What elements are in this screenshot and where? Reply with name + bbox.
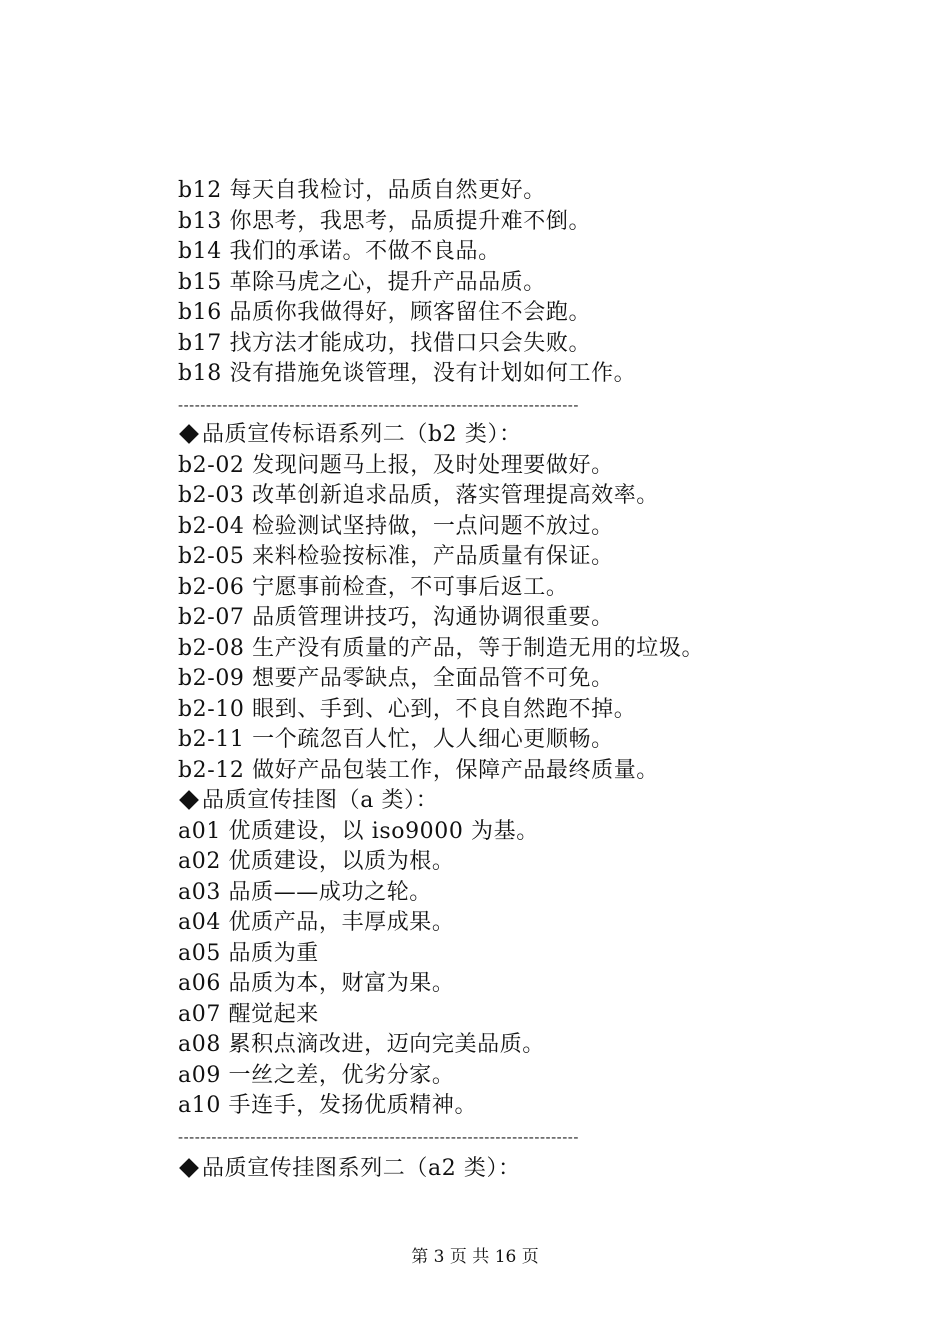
text-line: b17 找方法才能成功，找借口只会失败。 — [178, 330, 592, 356]
section-heading-text: 品质宣传标语系列二（b2 类）： — [202, 422, 522, 447]
dashed-divider: ------------------------------------------------------------------------ — [178, 395, 579, 414]
diamond-bullet-icon — [179, 790, 199, 810]
text-line: a05 品质为重 — [178, 940, 319, 966]
dashed-divider: ------------------------------------------------------------------------ — [178, 1127, 579, 1146]
text-line: b2-07 品质管理讲技巧，沟通协调很重要。 — [178, 605, 614, 630]
text-line: b15 革除马虎之心，提升产品品质。 — [178, 269, 546, 295]
text-line: a03 品质——成功之轮。 — [178, 879, 432, 905]
text-line: a01 优质建设，以 iso9000 为基。 — [178, 818, 539, 844]
text-line: a07 醒觉起来 — [178, 1001, 319, 1027]
text-line: a10 手连手，发扬优质精神。 — [178, 1093, 478, 1118]
text-line: b12 每天自我检讨，品质自然更好。 — [178, 178, 546, 203]
section-heading-text: 品质宣传挂图系列二（a2 类）： — [202, 1156, 521, 1181]
text-line: b2-03 改革创新追求品质，落实管理提高效率。 — [178, 483, 659, 508]
text-line: a09 一丝之差，优劣分家。 — [178, 1062, 455, 1088]
text-line: a02 优质建设，以质为根。 — [178, 849, 455, 874]
text-line: b2-05 来料检验按标准，产品质量有保证。 — [178, 544, 614, 569]
diamond-bullet-icon — [179, 424, 199, 444]
text-line: b14 我们的承诺。不做不良品。 — [178, 239, 501, 264]
section-heading — [178, 420, 798, 451]
diamond-bullet-icon — [179, 1158, 199, 1178]
text-line: b18 没有措施免谈管理，没有计划如何工作。 — [178, 361, 637, 386]
section-heading-text: 品质宣传挂图（a 类）： — [202, 788, 439, 813]
text-line: b2-04 检验测试坚持做，一点问题不放过。 — [178, 513, 614, 539]
text-line: b2-09 想要产品零缺点，全面品管不可免。 — [178, 666, 614, 691]
text-line: b2-12 做好产品包装工作，保障产品最终质量。 — [178, 757, 659, 783]
text-line: b2-02 发现问题马上报，及时处理要做好。 — [178, 452, 614, 478]
text-line: b2-08 生产没有质量的产品，等于制造无用的垃圾。 — [178, 635, 705, 661]
text-line: a04 优质产品，丰厚成果。 — [178, 910, 455, 935]
section-heading — [178, 1154, 798, 1185]
text-line: a06 品质为本，财富为果。 — [178, 971, 455, 996]
text-line: b2-11 一个疏忽百人忙，人人细心更顺畅。 — [178, 727, 614, 752]
document-body — [178, 176, 798, 1185]
text-line: b2-06 宁愿事前检查，不可事后返工。 — [178, 574, 569, 600]
text-line: b16 品质你我做得好，顾客留住不会跑。 — [178, 300, 592, 325]
b-series-list — [178, 176, 798, 390]
a-series-list — [178, 817, 798, 1122]
text-line: b2-10 眼到、手到、心到，不良自然跑不掉。 — [178, 696, 637, 722]
section-heading — [178, 786, 798, 817]
text-line: b13 你思考，我思考，品质提升难不倒。 — [178, 208, 592, 234]
b2-series-list — [178, 451, 798, 787]
text-line: a08 累积点滴改进，迈向完美品质。 — [178, 1032, 545, 1057]
page-footer: 第 3 页 共 16 页 — [411, 1247, 539, 1267]
